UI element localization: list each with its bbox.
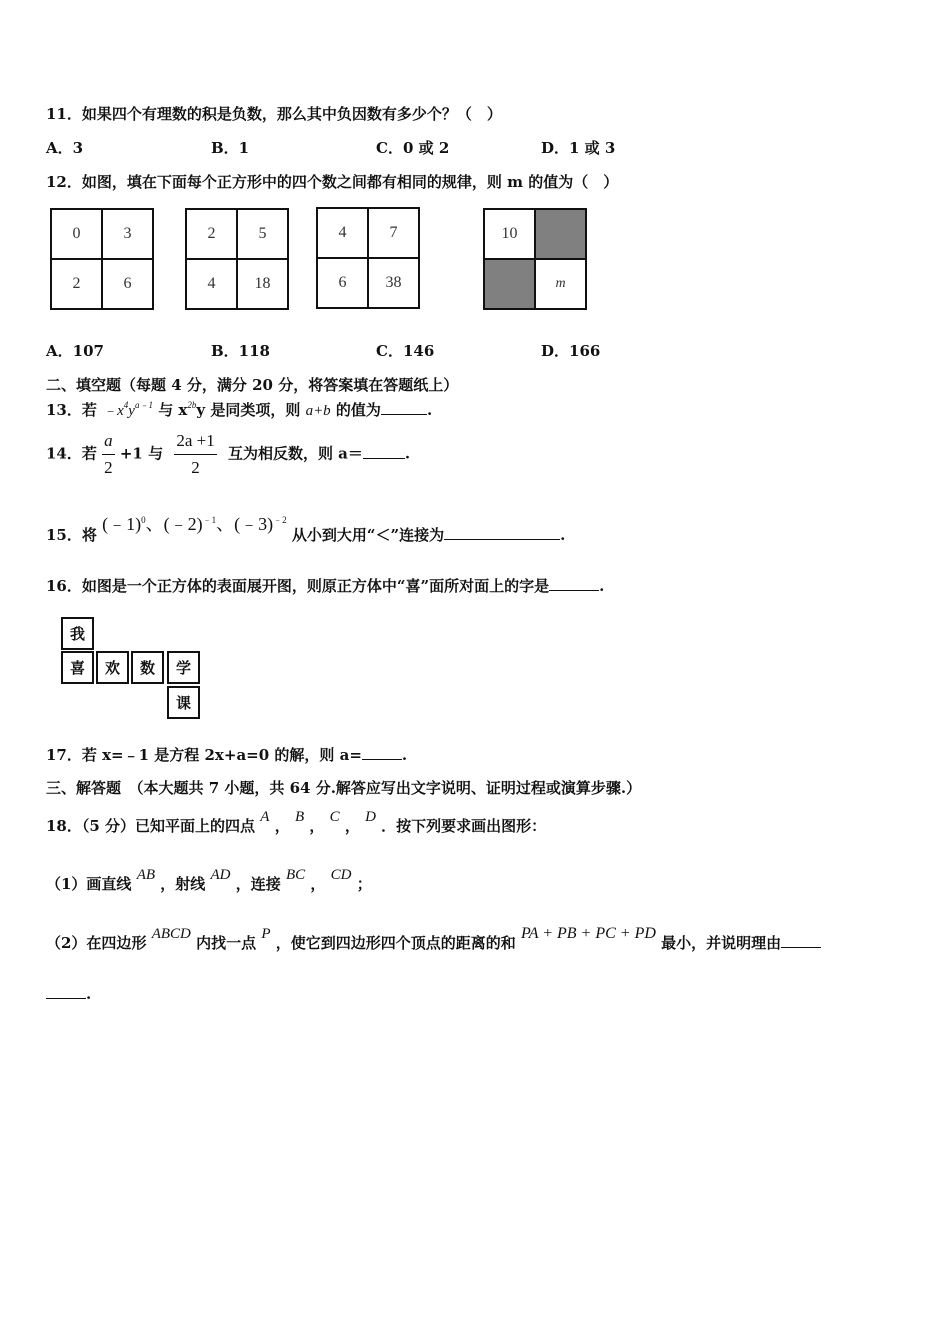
q17-text: 17．若 x=﹣1 是方程 2x+a=0 的解，则 a=: [46, 746, 362, 764]
distance-sum: PA + PB + PC + PD: [521, 925, 656, 942]
answer-blank[interactable]: [363, 444, 405, 459]
q15-expressions: [102, 514, 287, 534]
q12-option-a: A．107: [46, 342, 104, 360]
square-cell: 6: [102, 259, 153, 309]
q18-p1-end: ；: [356, 875, 372, 893]
q14-frac1-num: a: [104, 431, 113, 450]
q11-option-a: A．3: [46, 139, 84, 157]
net-face: 数: [131, 651, 164, 684]
q18-comma: ，: [274, 817, 290, 835]
q14-fraction-1: [102, 431, 115, 478]
q11-option-b: B．1: [211, 139, 250, 157]
q13: [46, 399, 432, 420]
segment-cd: CD: [330, 867, 352, 883]
q15-suffix: 从小到大用“＜”连接为: [291, 526, 445, 544]
q14-fraction-2: [174, 431, 216, 478]
q11-option-d: D．1 或 3: [541, 139, 616, 157]
q16-text: 16．如图是一个正方体的表面展开图，则原正方体中“喜”面所对面上的字是: [46, 577, 550, 595]
unknown-m-cell: m: [535, 259, 586, 309]
q18-prefix: 18．（5 分）已知平面上的四点: [46, 817, 256, 835]
q18-p2-mid: 内找一点: [196, 934, 257, 952]
net-face: 喜: [61, 651, 94, 684]
q18-part-2: [46, 925, 821, 953]
answer-blank[interactable]: [362, 745, 402, 760]
segment-bc: BC: [285, 867, 306, 883]
q15-expr2: 、(﹣2): [145, 514, 203, 534]
q11-option-c: C．0 或 2: [376, 139, 450, 157]
q18-part-1: [46, 867, 372, 894]
q13-suffix: 的值为: [335, 401, 381, 419]
q13-term1b: y: [128, 403, 135, 419]
q18-suffix: ．按下列要求画出图形：: [381, 817, 547, 835]
q15-exp3: ﹣2: [273, 515, 287, 525]
section-2-heading: 二、填空题（每题 4 分，满分 20 分，将答案填在答题纸上）: [46, 376, 459, 394]
square-cell: 3: [102, 209, 153, 259]
q18: [46, 809, 547, 836]
net-face: 课: [167, 686, 200, 719]
number-square-1: [50, 208, 154, 310]
square-cell: 5: [237, 209, 288, 259]
q14-plus: +1 与: [119, 444, 164, 463]
square-cell: 38: [368, 258, 419, 308]
q18-part-2-continuation: [46, 984, 91, 1003]
q11-text: 11．如果四个有理数的积是负数，那么其中负因数有多少个？（ ）: [46, 105, 502, 123]
q18-p1-connect: ，连接: [235, 875, 281, 893]
q16-end: .: [599, 577, 605, 595]
q12-option-c: C．146: [376, 342, 435, 360]
q13-exp3: 2b: [187, 400, 197, 410]
point-c: C: [329, 809, 340, 825]
ray-ad: AD: [210, 867, 231, 883]
q15: [46, 514, 566, 546]
q13-end: .: [426, 401, 433, 419]
q15-exp1: 0: [141, 515, 146, 525]
square-cell: 6: [317, 258, 368, 308]
q14-prefix: 14．若: [46, 444, 97, 463]
q13-term1: ﹣x: [102, 403, 124, 419]
q12-text: 12．如图，填在下面每个正方形中的四个数之间都有相同的规律，则 m 的值为（ ）: [46, 173, 619, 191]
q14-frac2-num: 2a +1: [176, 431, 215, 450]
number-square-3: [316, 207, 420, 309]
answer-blank[interactable]: [549, 576, 599, 591]
point-d: D: [365, 809, 376, 825]
q18-p1-prefix: （1）画直线: [46, 875, 132, 893]
q13-exp2: a﹣1: [134, 400, 153, 410]
line-ab: AB: [136, 867, 156, 883]
square-cell: 7: [368, 208, 419, 258]
q14-end: .: [404, 444, 411, 463]
q15-prefix: 15．将: [46, 526, 97, 544]
net-face: 学: [167, 651, 200, 684]
q17-end: .: [401, 746, 408, 764]
q18-comma: ，: [344, 817, 360, 835]
square-cell: 2: [186, 209, 237, 259]
square-cell: 2: [51, 259, 102, 309]
q18-p2-mid2: ，使它到四边形四个顶点的距离的和: [275, 934, 516, 952]
q15-expr3: 、(﹣3): [216, 514, 274, 534]
answer-blank[interactable]: [444, 525, 560, 540]
q18-p2-prefix: （2）在四边形: [46, 934, 147, 952]
q14-frac2-den: 2: [174, 454, 216, 478]
q13-prefix: 13．若: [46, 401, 97, 419]
q18-p2-suffix: 最小，并说明理由: [661, 934, 782, 952]
q18-p2-end: .: [86, 985, 92, 1003]
point-p: P: [261, 926, 271, 942]
point-b: B: [294, 809, 305, 825]
q13-exp1: 4: [123, 400, 129, 410]
net-face: 欢: [96, 651, 129, 684]
q14-suffix: 互为相反数，则 a＝: [227, 444, 363, 463]
q15-end: .: [560, 526, 566, 544]
q18-comma: ，: [309, 817, 325, 835]
q12-option-b: B．118: [211, 342, 270, 360]
net-face: 我: [61, 617, 94, 650]
section-3-heading: 三、解答题 （本大题共 7 小题，共 64 分.解答应写出文字说明、证明过程或演算步骤.）: [46, 779, 642, 797]
q12-option-d: D．166: [541, 342, 601, 360]
square-cell: 18: [237, 259, 288, 309]
number-square-2: [185, 208, 289, 310]
q13-ab: a+b: [305, 403, 331, 419]
square-cell: 0: [51, 209, 102, 259]
q15-expr1: (﹣1): [102, 514, 142, 534]
square-cell: 4: [317, 208, 368, 258]
answer-blank[interactable]: [781, 933, 821, 948]
answer-blank[interactable]: [46, 984, 86, 999]
square-cell: 4: [186, 259, 237, 309]
q14-frac1-den: 2: [102, 454, 115, 478]
q13-term2b: y 是同类项，则: [196, 401, 301, 419]
q15-exp2: ﹣1: [202, 515, 217, 525]
q18-comma: ，: [310, 875, 326, 893]
q16: [46, 575, 604, 596]
number-square-4: [483, 208, 587, 310]
point-a: A: [260, 809, 270, 825]
answer-blank[interactable]: [381, 400, 427, 415]
quadrilateral-abcd: ABCD: [151, 926, 191, 942]
q18-p1-ray: ，射线: [160, 875, 206, 893]
q13-mid: 与 x: [158, 401, 188, 419]
shaded-cell: [484, 259, 535, 309]
q14: [46, 431, 410, 478]
q17: [46, 744, 407, 765]
shaded-cell: [535, 209, 586, 259]
square-cell: 10: [484, 209, 535, 259]
